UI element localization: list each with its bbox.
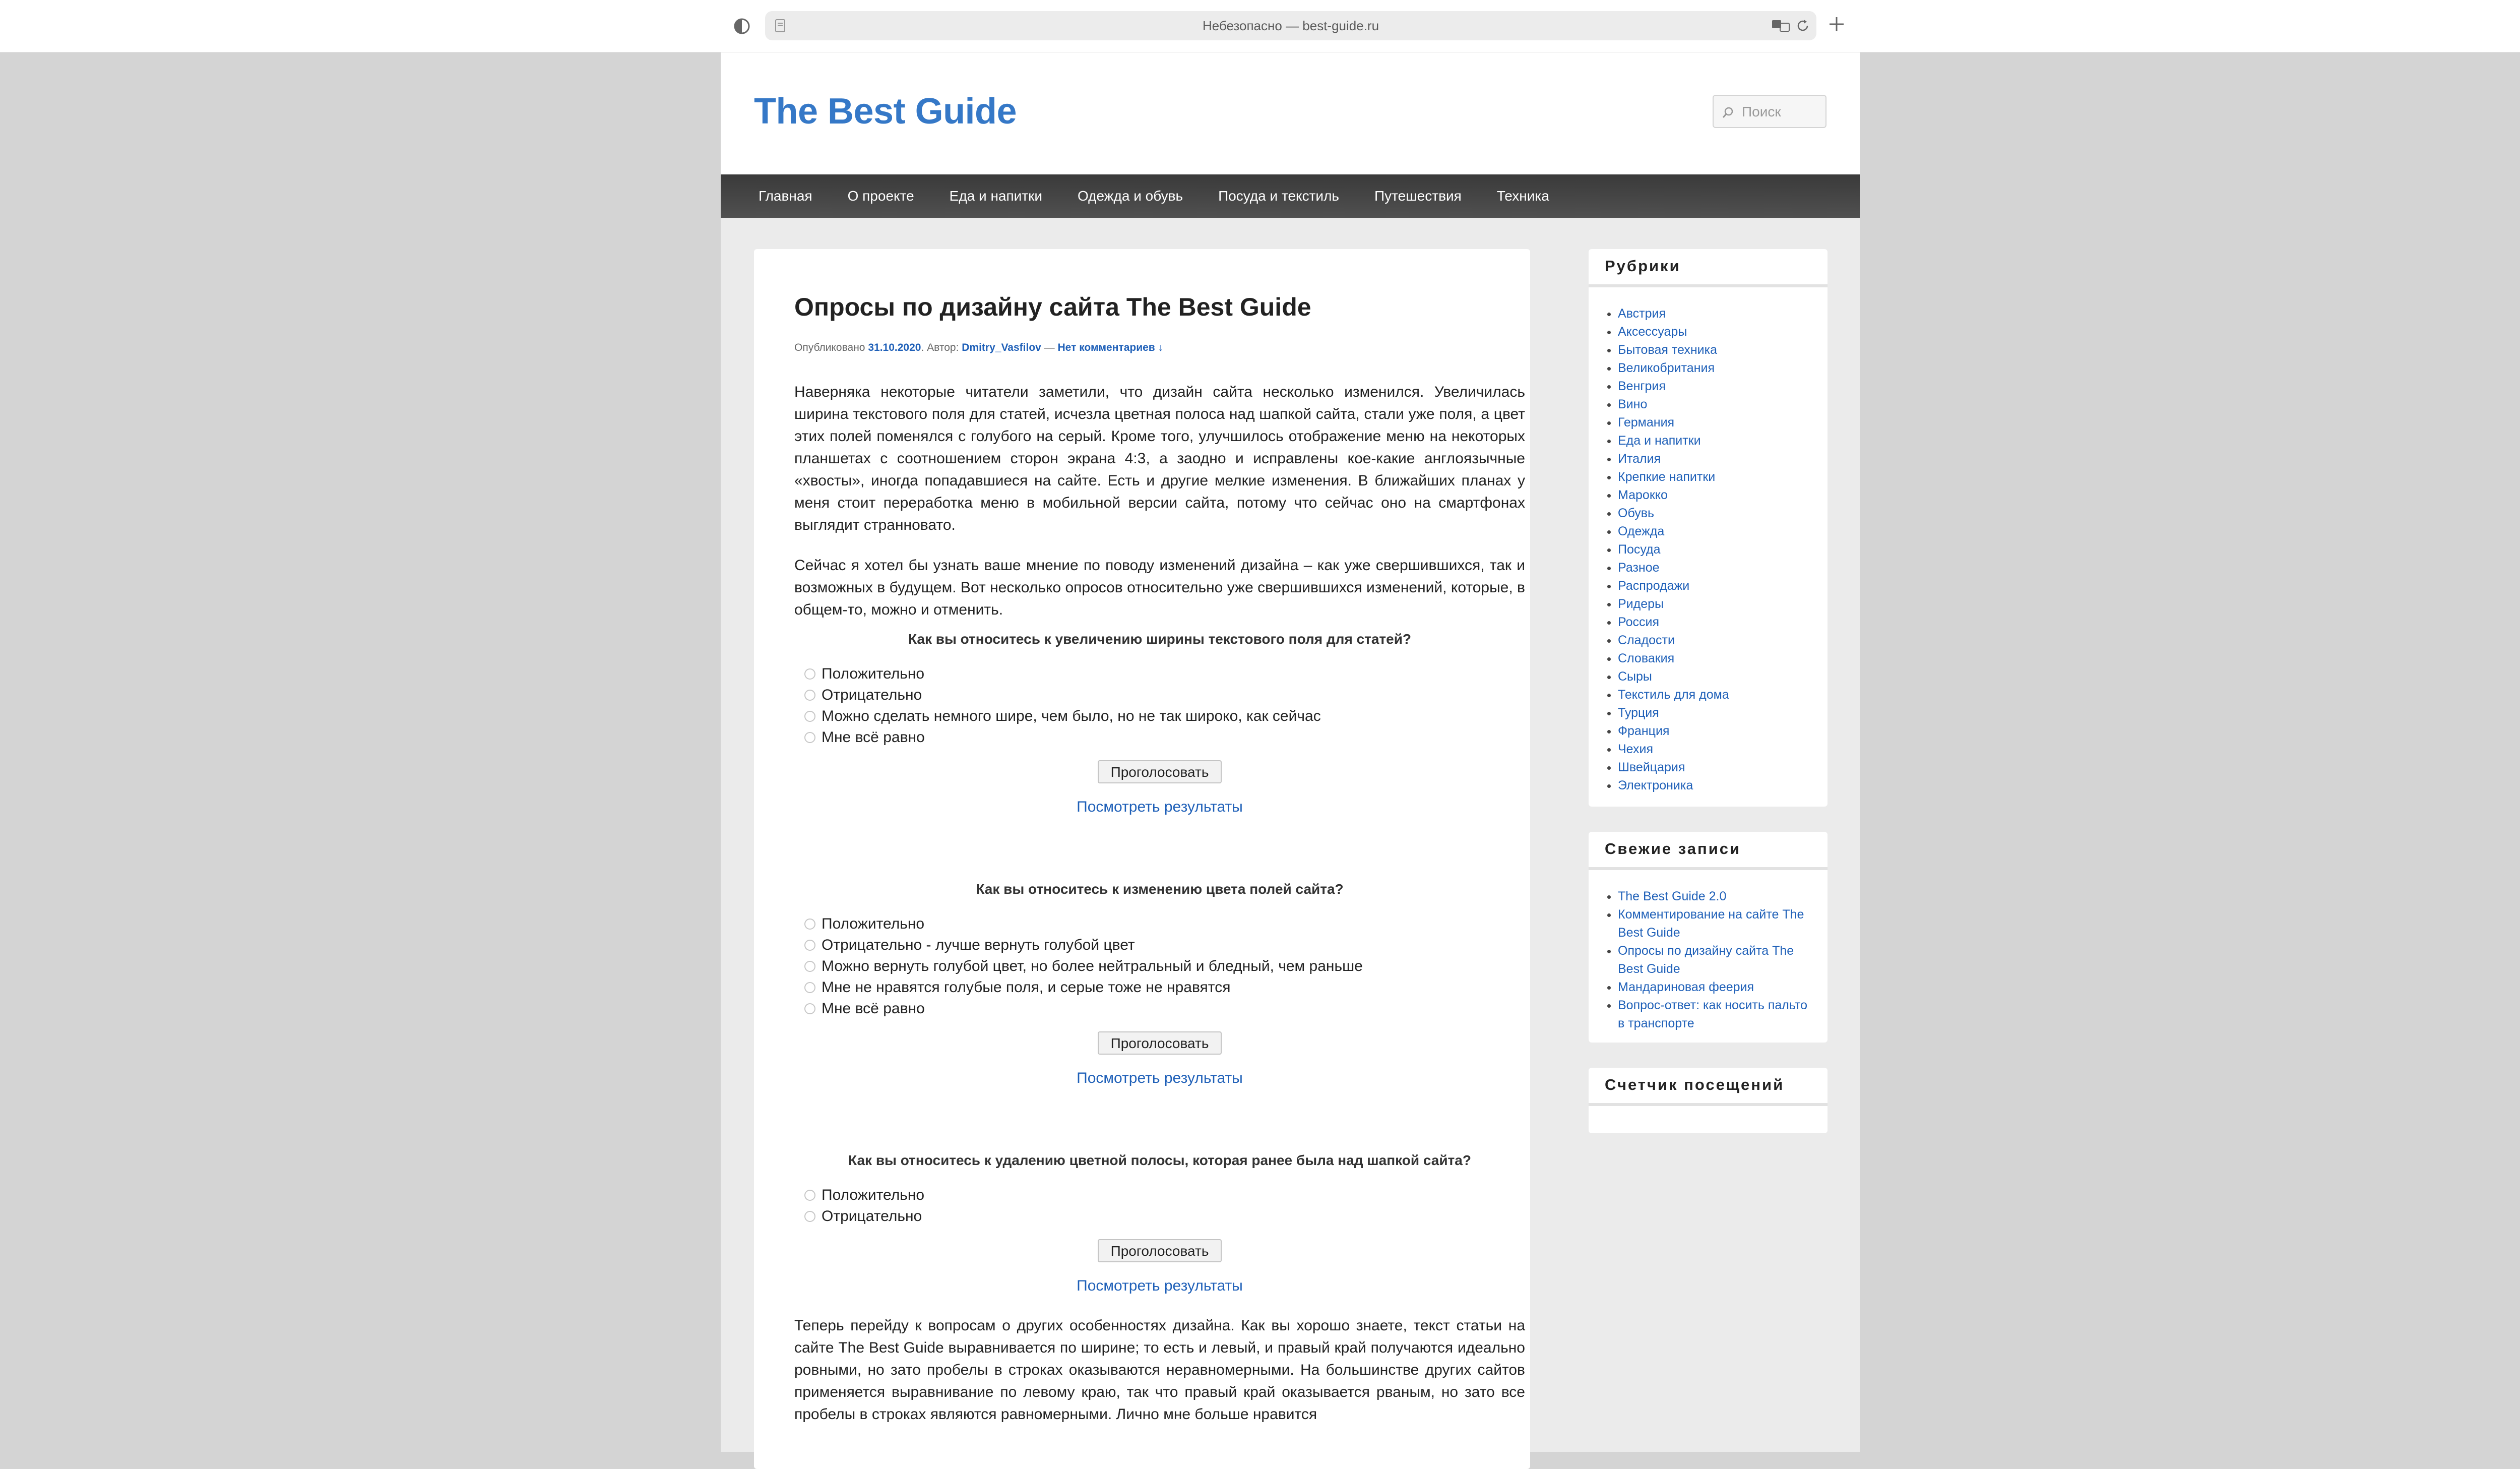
category-link[interactable]: • Электроника	[1618, 776, 1828, 794]
poll-option-label: Положительно	[822, 915, 925, 932]
nav-item-clothing[interactable]: Одежда и обувь	[1078, 188, 1183, 204]
widget-title: Счетчик посещений	[1589, 1068, 1828, 1106]
poll-question: Как вы относитесь к удалению цветной полосы, которая ранее была над шапкой сайта?	[848, 1152, 1471, 1168]
category-link[interactable]: • Россия	[1618, 613, 1828, 631]
main-nav	[721, 174, 1860, 218]
author-link[interactable]: Dmitry_Vasfilov	[962, 342, 1041, 353]
sidebar-toggle-icon[interactable]	[733, 17, 751, 35]
browser-toolbar	[0, 0, 2520, 52]
radio-button[interactable]	[804, 961, 815, 972]
category-link[interactable]: • Текстиль для дома	[1618, 686, 1828, 704]
poll-question: Как вы относитесь к изменению цвета полей сайта?	[976, 881, 1344, 897]
poll-option[interactable]	[804, 706, 1525, 727]
widget-title: Рубрики	[1589, 249, 1828, 287]
category-link[interactable]: • Германия	[1618, 413, 1828, 432]
radio-button[interactable]	[804, 732, 815, 743]
poll-option[interactable]	[804, 956, 1525, 977]
published-label: Опубликовано	[794, 342, 865, 353]
radio-button[interactable]	[804, 668, 815, 680]
nav-item-tech[interactable]: Техника	[1496, 188, 1549, 204]
categories-list	[1589, 287, 1828, 805]
meta-separator: —	[1044, 342, 1055, 353]
nav-item-home[interactable]: Главная	[759, 188, 812, 204]
poll-option-label: Мне всё равно	[822, 1000, 925, 1017]
reload-icon[interactable]	[1795, 18, 1810, 33]
radio-button[interactable]	[804, 690, 815, 701]
category-link[interactable]: • Одежда	[1618, 522, 1828, 540]
category-link[interactable]: • Великобритания	[1618, 359, 1828, 377]
category-link[interactable]: • Турция	[1618, 704, 1828, 722]
nav-item-food[interactable]: Еда и напитки	[949, 188, 1043, 204]
poll-option-label: Отрицательно - лучше вернуть голубой цвет	[822, 937, 1135, 953]
visit-counter-widget	[1589, 1068, 1828, 1133]
category-link[interactable]: • Разное	[1618, 559, 1828, 577]
category-link[interactable]: • Венгрия	[1618, 377, 1828, 395]
article	[754, 249, 1530, 1469]
search-icon	[1722, 106, 1735, 119]
category-link[interactable]: • Распродажи	[1618, 577, 1828, 595]
poll-option-label: Мне не нравятся голубые поля, и серые тоже не нравятся	[822, 979, 1231, 996]
poll-option-label: Отрицательно	[822, 687, 922, 703]
radio-button[interactable]	[804, 919, 815, 930]
page	[721, 52, 1860, 1452]
author-label: . Автор:	[921, 342, 959, 353]
new-tab-icon[interactable]	[1826, 14, 1847, 34]
category-link[interactable]: • Обувь	[1618, 504, 1828, 522]
recent-post-link[interactable]: • Вопрос-ответ: как носить пальто в транспорте	[1618, 996, 1812, 1032]
article-meta	[794, 342, 1163, 354]
poll-option[interactable]	[804, 1185, 1525, 1206]
category-link[interactable]: • Италия	[1618, 450, 1828, 468]
radio-button[interactable]	[804, 982, 815, 993]
widget-title: Свежие записи	[1589, 832, 1828, 870]
poll-option[interactable]	[804, 935, 1525, 956]
search-box[interactable]	[1713, 95, 1826, 128]
nav-item-tableware[interactable]: Посуда и текстиль	[1218, 188, 1339, 204]
url-text[interactable]: Небезопасно — best-guide.ru	[1202, 18, 1379, 33]
radio-button[interactable]	[804, 1211, 815, 1222]
poll-option[interactable]	[804, 663, 1525, 685]
category-link[interactable]: • Марокко	[1618, 486, 1828, 504]
paragraph: Сейчас я хотел бы узнать ваше мнение по поводу изменений дизайна – как уже свершившихся, так и возможных в будущем. Вот несколько опросов относительно уже свершившихся изменений, которые, в общем-то, можно и отменить.	[794, 557, 1525, 618]
view-results-link[interactable]: Посмотреть результаты	[1077, 1277, 1243, 1294]
publish-date-link[interactable]: 31.10.2020	[868, 342, 921, 353]
site-title[interactable]: The Best Guide	[754, 91, 1017, 132]
category-link[interactable]: • Бытовая техника	[1618, 341, 1828, 359]
poll-option[interactable]	[804, 727, 1525, 748]
poll-option[interactable]	[804, 998, 1525, 1019]
vote-button[interactable]: Проголосовать	[1098, 1031, 1222, 1055]
poll-option-label: Мне всё равно	[822, 729, 925, 746]
radio-button[interactable]	[804, 1190, 815, 1201]
view-results-link[interactable]: Посмотреть результаты	[1077, 1070, 1243, 1086]
category-link[interactable]: • Аксессуары	[1618, 323, 1828, 341]
paragraph: Наверняка некоторые читатели заметили, что дизайн сайта несколько изменился. Увеличилась ширина текстового поля для статей, исчезла цветная полоса над шапкой сайта, стали уже поля, а цвет этих полей поменялся с голубого на серый. Кроме того, улучшилось отображение меню на некоторых планшетах с соотношением сторон экрана 4:3, а заодно и исправлены кое-какие англоязычные «хвосты», иногда попадавшиеся на сайте. Есть и другие мелкие изменения. В ближайших планах у меня стоит переработка меню в мобильной версии сайта, потому что сейчас оно на смартфонах выглядит странновато.	[794, 384, 1525, 533]
poll-2	[794, 881, 1525, 1087]
radio-button[interactable]	[804, 940, 815, 951]
categories-widget	[1589, 249, 1828, 807]
recent-post-link[interactable]: • Опросы по дизайну сайта The Best Guide	[1618, 942, 1812, 978]
poll-1	[794, 631, 1525, 816]
search-input[interactable]	[1741, 100, 1821, 124]
poll-option-label: Можно вернуть голубой цвет, но более нейтральный и бледный, чем раньше	[822, 958, 1363, 974]
radio-button[interactable]	[804, 711, 815, 722]
category-link[interactable]: • Посуда	[1618, 540, 1828, 559]
view-results-link[interactable]: Посмотреть результаты	[1077, 799, 1243, 815]
category-link[interactable]: • Крепкие напитки	[1618, 468, 1828, 486]
poll-option-label: Положительно	[822, 665, 925, 682]
poll-3	[794, 1152, 1525, 1295]
recent-post-link[interactable]: • Комментирование на сайте The Best Guide	[1618, 905, 1812, 942]
category-link[interactable]: • Словакия	[1618, 649, 1828, 667]
poll-option[interactable]	[804, 685, 1525, 706]
recent-post-link[interactable]: • Мандариновая феерия	[1618, 978, 1812, 996]
category-link[interactable]: • Сладости	[1618, 631, 1828, 649]
comments-link[interactable]: Нет комментариев ↓	[1057, 342, 1164, 353]
poll-option-label: Отрицательно	[822, 1208, 922, 1225]
address-bar[interactable]	[765, 11, 1816, 40]
category-link[interactable]: • Чехия	[1618, 740, 1828, 758]
category-link[interactable]: • Сыры	[1618, 667, 1828, 686]
article-title: Опросы по дизайну сайта The Best Guide	[794, 293, 1311, 321]
category-link[interactable]: • Вино	[1618, 395, 1828, 413]
vote-button[interactable]: Проголосовать	[1098, 1239, 1222, 1262]
poll-option[interactable]	[804, 1206, 1525, 1227]
nav-item-travel[interactable]: Путешествия	[1374, 188, 1462, 204]
poll-option[interactable]	[804, 913, 1525, 935]
category-link[interactable]: • Франция	[1618, 722, 1828, 740]
category-link[interactable]: • Еда и напитки	[1618, 432, 1828, 450]
poll-option-label: Можно сделать немного шире, чем было, но не так широко, как сейчас	[822, 708, 1321, 724]
nav-item-about[interactable]: О проекте	[847, 188, 914, 204]
category-link[interactable]: • Ридеры	[1618, 595, 1828, 613]
paragraph: Теперь перейду к вопросам о других особенностях дизайна. Как вы хорошо знаете, текст статьи на сайте The Best Guide выравнивается по ширине; то есть и левый, и правый край получаются идеально ровными, но зато пробелы в строках оказываются неравномерными. На большинстве других сайтов применяется выравнивание по левому краю, так что правый край оказывается рваным, но зато все пробелы в строках являются равномерными. Лично мне больше нравится	[794, 1317, 1525, 1423]
recent-post-link[interactable]: • The Best Guide 2.0	[1618, 887, 1812, 905]
article-body	[794, 381, 1525, 1444]
recent-posts-widget	[1589, 832, 1828, 1043]
vote-button[interactable]: Проголосовать	[1098, 760, 1222, 783]
poll-option-label: Положительно	[822, 1187, 925, 1203]
site-header	[721, 52, 1860, 174]
category-link[interactable]: • Австрия	[1618, 304, 1828, 323]
category-link[interactable]: • Швейцария	[1618, 758, 1828, 776]
radio-button[interactable]	[804, 1003, 815, 1014]
translate-icon[interactable]	[1771, 18, 1791, 33]
recent-posts-list	[1589, 870, 1828, 1043]
poll-question: Как вы относитесь к увеличению ширины текстового поля для статей?	[908, 631, 1412, 647]
poll-option[interactable]	[804, 977, 1525, 998]
